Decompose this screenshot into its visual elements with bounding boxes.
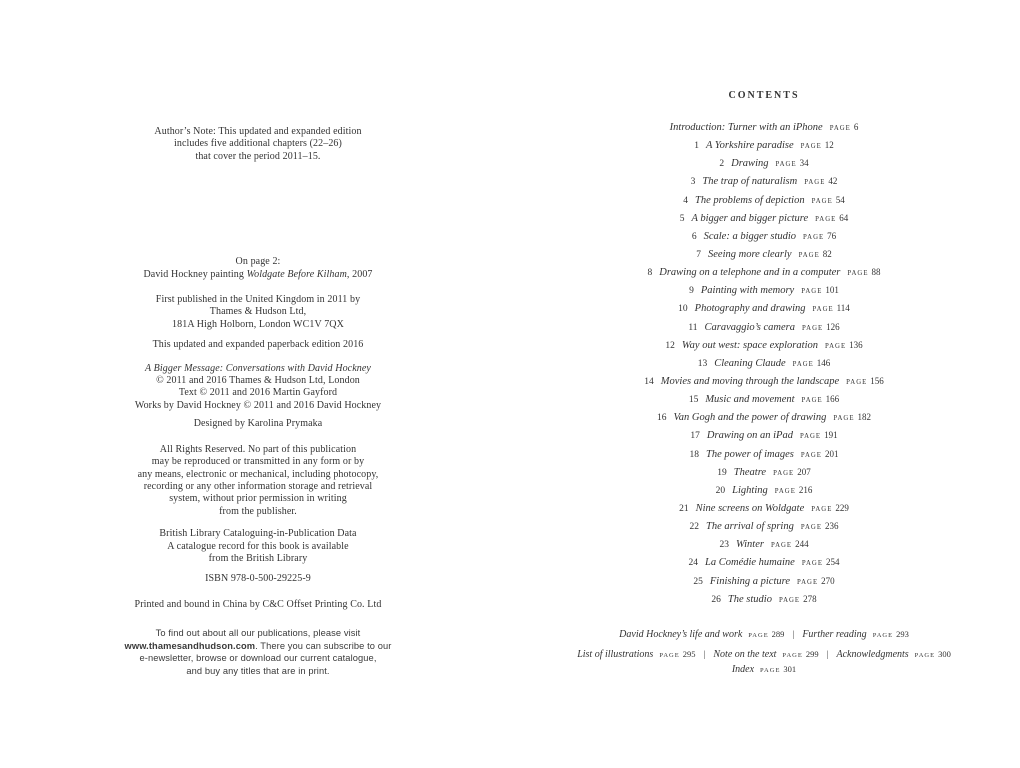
page-number: 64 <box>839 212 849 223</box>
toc-entry-number: 21 <box>679 503 689 514</box>
toc-entry-number: 24 <box>688 558 699 569</box>
toc-entry-title: The power of images <box>706 448 794 460</box>
toc-entry-number: 1 <box>694 141 699 152</box>
toc-entry-number: 3 <box>690 177 696 188</box>
text-line <box>68 652 448 665</box>
page-label: PAGE <box>800 451 822 459</box>
page-number: 166 <box>825 394 840 405</box>
text-segment: Text © 2011 and 2016 Martin Gayford <box>178 387 338 399</box>
text-line <box>68 319 448 331</box>
text-line <box>68 444 448 456</box>
page-label: PAGE <box>770 542 793 550</box>
page-number: 270 <box>821 575 835 586</box>
publisher-promo <box>68 627 448 677</box>
text-line <box>68 481 448 493</box>
cip <box>68 528 448 565</box>
text-line <box>68 469 448 481</box>
toc-entry <box>539 485 989 503</box>
contents-title: CONTENTS <box>728 90 800 101</box>
text-line <box>68 506 448 518</box>
toc-entry <box>539 412 989 430</box>
page-number: 34 <box>799 158 809 169</box>
text-segment: and buy any titles that are in print. <box>186 665 330 676</box>
frontispiece-credit <box>68 256 448 281</box>
separator: | <box>826 650 829 660</box>
page-label: PAGE <box>846 378 868 386</box>
toc-entry-title: A Yorkshire paradise <box>705 140 794 152</box>
page-label: PAGE <box>914 652 936 659</box>
toc-entry-number: 7 <box>696 249 702 260</box>
page-number: 244 <box>795 539 809 550</box>
text-segment: British Library Cataloguing-in-Publication Data <box>159 528 357 540</box>
toc-entry-title: Way out west: space exploration <box>681 339 818 351</box>
page-label: PAGE <box>796 578 819 586</box>
toc-entry-title: Nine screens on Woldgate <box>695 502 805 514</box>
page-label: PAGE <box>872 632 894 639</box>
right-page-contents <box>539 0 989 768</box>
isbn <box>68 573 448 585</box>
text-segment: ISBN 978-0-500-29225-9 <box>205 573 311 585</box>
toc-entry <box>539 285 989 303</box>
text-segment: Designed by Karolina Prymaka <box>193 418 323 430</box>
page-number: 207 <box>797 466 811 477</box>
text-line <box>68 400 448 412</box>
page-label: PAGE <box>804 179 826 187</box>
toc-entry-title: Music and movement <box>705 394 795 406</box>
printer <box>68 599 448 611</box>
page-label: PAGE <box>811 505 833 513</box>
toc-entry-title: The studio <box>727 593 772 605</box>
page-number: 42 <box>828 176 838 187</box>
page-number: 299 <box>805 649 819 659</box>
toc-entry-title: Theatre <box>733 466 767 478</box>
toc-entry-title: Seeing more clearly <box>708 248 792 260</box>
page-number: 301 <box>783 664 797 674</box>
toc-entry <box>539 539 989 557</box>
toc-entry-title: Painting with memory <box>700 285 795 297</box>
page-number: 295 <box>682 649 696 659</box>
toc-entry-number: 17 <box>690 431 700 442</box>
text-segment: system, without prior permission in writing <box>169 493 347 505</box>
page-label: PAGE <box>802 324 824 332</box>
toc-entry <box>539 394 989 412</box>
page-number: 114 <box>836 303 850 314</box>
back-matter-row <box>539 649 989 664</box>
page-number: 156 <box>870 375 884 386</box>
page-label: PAGE <box>800 524 822 532</box>
toc-entry <box>539 231 989 249</box>
page-label: PAGE <box>792 360 814 368</box>
toc-entry <box>539 140 989 158</box>
toc-entry-number: 13 <box>697 358 708 369</box>
back-matter-row <box>539 664 989 679</box>
text-segment: Works by David Hockney © 2011 and 2016 David Hockney <box>134 399 382 411</box>
page-number: 216 <box>798 484 813 495</box>
toc-entry-title: Drawing <box>731 158 769 170</box>
text-segment: A Bigger Message: Conversations with David Hockney <box>145 362 371 374</box>
toc-entry-title: Cleaning Claude <box>714 357 786 369</box>
text-segment: , 2007 <box>346 268 373 280</box>
page-number: 12 <box>824 140 834 151</box>
toc-entry-title: Lighting <box>732 484 768 496</box>
toc-entry-number: 19 <box>717 467 727 478</box>
text-segment: First published in the United Kingdom in 2011 by <box>155 294 361 306</box>
back-matter-title: Acknowledgments <box>836 649 909 660</box>
back-matter-title: Note on the text <box>713 649 777 660</box>
text-segment: 181A High Holborn, London WC1V 7QX <box>172 318 344 330</box>
text-line <box>68 387 448 399</box>
back-matter-title: David Hockney’s life and work <box>619 629 743 640</box>
text-segment: . There you can subscribe to our <box>255 640 392 651</box>
text-line <box>68 363 448 375</box>
page-number: 146 <box>816 357 831 368</box>
page-number: 54 <box>835 194 845 205</box>
text-line <box>68 126 448 138</box>
toc-entry <box>539 503 989 521</box>
toc-entry-title: A bigger and bigger picture <box>691 212 809 224</box>
text-line <box>68 573 448 585</box>
page-label: PAGE <box>773 469 795 477</box>
page-label: PAGE <box>659 652 680 659</box>
page-number: 88 <box>871 267 881 278</box>
page-number: 236 <box>824 521 839 532</box>
toc-entry-number: 5 <box>679 213 685 224</box>
toc-list <box>539 122 989 612</box>
toc-entry <box>539 122 989 140</box>
toc-entry-number: 20 <box>715 485 726 496</box>
toc-entry-number: 16 <box>657 413 667 424</box>
page-number: 191 <box>824 430 838 441</box>
text-line <box>68 599 448 611</box>
page-label: PAGE <box>801 288 823 296</box>
back-matter-title: Index <box>731 664 755 675</box>
toc-entry-number: 25 <box>693 576 703 587</box>
page-label: PAGE <box>798 251 820 259</box>
text-line <box>68 256 448 268</box>
page-number: 293 <box>896 629 909 639</box>
toc-entry <box>539 430 989 448</box>
text-segment: Printed and bound in China by C&C Offset Printing Co. Ltd <box>134 598 382 610</box>
toc-entry <box>539 521 989 539</box>
page-label: PAGE <box>760 667 781 674</box>
page-number: 82 <box>822 248 832 259</box>
text-line <box>68 493 448 505</box>
text-segment: that cover the period 2011–15. <box>195 150 321 162</box>
page-label: PAGE <box>815 215 837 223</box>
toc-entry-title: The arrival of spring <box>706 521 794 533</box>
back-matter-title: List of illustrations <box>577 649 654 660</box>
page-number: 229 <box>835 502 849 513</box>
page-number: 278 <box>803 593 817 604</box>
back-matter-row <box>539 629 989 644</box>
toc-entry <box>539 249 989 267</box>
rights <box>68 444 448 518</box>
toc-entry-title: Drawing on a telephone and in a computer <box>659 267 841 279</box>
page-label: PAGE <box>803 233 825 241</box>
page-number: 254 <box>825 557 840 568</box>
page-number: 101 <box>825 285 839 296</box>
page-number: 136 <box>849 339 863 350</box>
page-label: PAGE <box>775 161 797 169</box>
toc-entry-number: 14 <box>644 376 654 387</box>
text-segment: This updated and expanded paperback edition 2016 <box>152 339 364 351</box>
toc-entry-title: Winter <box>735 539 764 551</box>
text-line <box>68 541 448 553</box>
text-line <box>68 640 448 653</box>
toc-entry-number: 8 <box>647 268 653 279</box>
text-line <box>68 528 448 540</box>
copyright <box>68 363 448 413</box>
toc-entry-number: 9 <box>689 286 694 297</box>
page-number: 182 <box>857 412 871 423</box>
page-label: PAGE <box>782 652 803 659</box>
page-label: PAGE <box>847 270 869 278</box>
toc-entry-title: Drawing on an iPad <box>706 430 793 442</box>
text-line <box>68 553 448 565</box>
page-number: 289 <box>771 629 785 639</box>
page-number: 6 <box>853 122 859 132</box>
separator: | <box>792 630 795 640</box>
toc-entry <box>539 594 989 612</box>
text-segment: any means, electronic or mechanical, including photocopy, <box>137 468 379 480</box>
toc-entry-number: 18 <box>689 449 700 460</box>
page-number: 300 <box>938 649 951 659</box>
toc-entry-number: 22 <box>689 522 700 533</box>
toc-entry-title: Introduction: Turner with an iPhone <box>669 122 823 133</box>
page-label: PAGE <box>829 125 851 132</box>
text-line <box>68 138 448 150</box>
text-line <box>68 151 448 163</box>
text-segment: Woldgate Before Kilham <box>246 268 347 280</box>
text-segment: from the British Library <box>208 552 308 564</box>
edition <box>68 339 448 351</box>
text-segment: All Rights Reserved. No part of this publication <box>159 443 357 455</box>
toc-entry <box>539 322 989 340</box>
toc-entry-number: 10 <box>678 304 688 315</box>
back-matter-title: Further reading <box>802 629 867 640</box>
page-number: 76 <box>827 230 837 241</box>
toc-entry <box>539 158 989 176</box>
toc-entry-number: 2 <box>719 159 725 170</box>
page-label: PAGE <box>801 560 823 568</box>
page-number: 126 <box>826 321 840 332</box>
toc-entry-title: Finishing a picture <box>709 575 790 587</box>
page-label: PAGE <box>800 143 822 151</box>
toc-entry-number: 4 <box>683 195 689 206</box>
text-line <box>68 375 448 387</box>
toc-entry-title: The problems of depiction <box>695 194 805 206</box>
toc-entry-number: 12 <box>665 340 675 351</box>
text-segment: Thames & Hudson Ltd, <box>209 306 307 318</box>
text-line <box>68 339 448 351</box>
toc-entry-number: 15 <box>688 395 699 406</box>
toc-entry <box>539 358 989 376</box>
text-segment: www.thamesandhudson.com <box>124 640 256 651</box>
text-segment: from the publisher. <box>219 505 297 517</box>
toc-entry <box>539 449 989 467</box>
separator: | <box>703 650 706 660</box>
page-number: 201 <box>824 448 839 459</box>
toc-entry <box>539 176 989 194</box>
text-segment: A catalogue record for this book is available <box>167 540 349 552</box>
text-segment: © 2011 and 2016 Thames & Hudson Ltd, London <box>156 375 360 387</box>
toc-entry-title: The trap of naturalism <box>702 176 798 188</box>
page-label: PAGE <box>824 342 847 350</box>
text-line <box>68 306 448 318</box>
back-matter <box>539 629 989 679</box>
toc-entry <box>539 467 989 485</box>
toc-entry-number: 6 <box>691 231 697 242</box>
text-line <box>68 269 448 281</box>
text-line <box>68 627 448 640</box>
text-segment: may be reproduced or transmitted in any form or by <box>151 456 365 468</box>
toc-entry <box>539 267 989 285</box>
text-line <box>68 456 448 468</box>
page-label: PAGE <box>799 433 822 441</box>
toc-entry-title: Movies and moving through the landscape <box>660 375 840 387</box>
text-segment: recording or any other information storage and retrieval <box>143 480 373 492</box>
page-label: PAGE <box>833 415 855 423</box>
page-label: PAGE <box>774 487 796 495</box>
toc-entry <box>539 303 989 321</box>
toc-entry-title: La Comédie humaine <box>705 557 795 569</box>
toc-entry-title: Scale: a bigger studio <box>703 230 797 242</box>
text-segment: David Hockney painting <box>143 268 247 280</box>
toc-entry <box>539 576 989 594</box>
text-segment: includes five additional chapters (22–26) <box>174 138 342 150</box>
imprint <box>68 294 448 331</box>
toc-entry <box>539 195 989 213</box>
text-line <box>68 294 448 306</box>
toc-entry-number: 26 <box>711 594 721 605</box>
page-label: PAGE <box>778 596 801 604</box>
toc-entry <box>539 340 989 358</box>
left-page-colophon <box>68 0 448 768</box>
page-label: PAGE <box>801 397 823 405</box>
page-label: PAGE <box>811 197 833 205</box>
toc-entry <box>539 557 989 575</box>
toc-entry <box>539 376 989 394</box>
text-segment: On page 2: <box>235 256 281 268</box>
toc-entry-title: Photography and drawing <box>694 303 806 315</box>
toc-entry-title: Caravaggio’s camera <box>704 321 796 333</box>
page-label: PAGE <box>748 632 769 639</box>
text-segment: Author’s Note: This updated and expanded edition <box>154 126 362 137</box>
text-line <box>68 418 448 430</box>
toc-entry-number: 11 <box>688 322 698 333</box>
designer <box>68 418 448 430</box>
toc-entry-number: 23 <box>719 540 729 551</box>
toc-entry-title: Van Gogh and the power of drawing <box>673 412 827 424</box>
page-label: PAGE <box>812 306 834 314</box>
text-segment: To find out about all our publications, please visit <box>155 628 361 639</box>
toc-entry <box>539 213 989 231</box>
text-segment: e-newsletter, browse or download our current catalogue, <box>139 653 377 664</box>
text-line <box>68 665 448 678</box>
authors-note <box>68 126 448 163</box>
